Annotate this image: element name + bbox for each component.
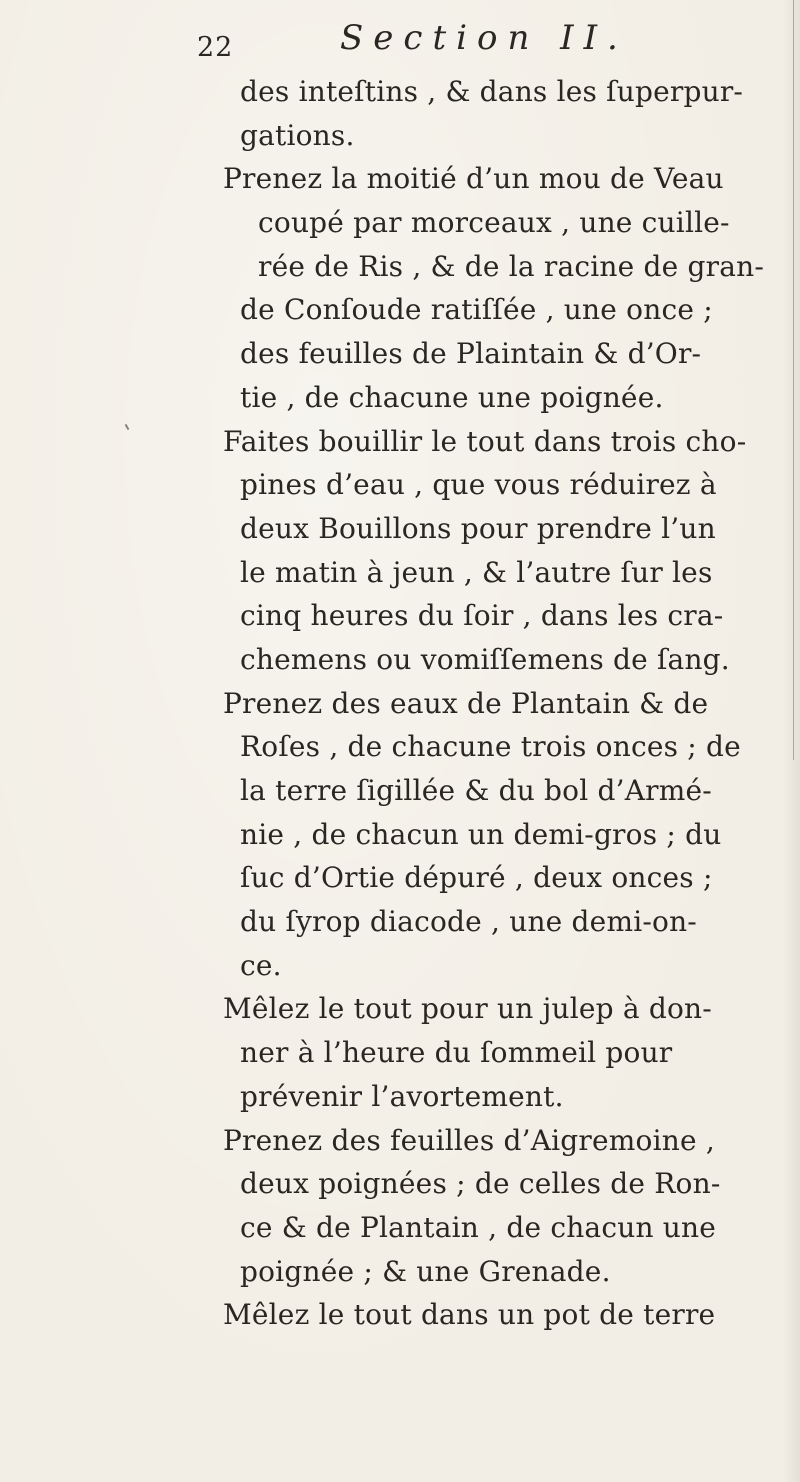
text-line: Mêlez le tout pour un julep à don- bbox=[223, 992, 712, 1026]
running-head-section-title: Section II. bbox=[340, 18, 628, 58]
text-line: la terre ſigillée & du bol d’Armé- bbox=[240, 774, 712, 807]
text-line: des inteſtins , & dans les ſuperpur- bbox=[240, 75, 744, 108]
text-line: rée de Ris , & de la racine de gran- bbox=[258, 249, 765, 283]
text-line: nie , de chacun un demi-gros ; du bbox=[240, 817, 722, 851]
text-line: deux poignées ; de celles de Ron- bbox=[240, 1167, 721, 1201]
text-line: des feuilles de Plaintain & d’Or- bbox=[240, 337, 702, 371]
text-line: Prenez la moitié d’un mou de Veau bbox=[223, 162, 724, 196]
text-line: chemens ou vomiſſemens de ſang. bbox=[240, 642, 730, 676]
text-line: ce & de Plantain , de chacun une bbox=[240, 1210, 717, 1244]
text-line: Faites bouillir le tout dans trois cho- bbox=[223, 424, 747, 458]
paper-speck bbox=[125, 424, 130, 430]
text-line: Prenez des eaux de Plantain & de bbox=[223, 686, 709, 720]
text-line: le matin à jeun , & l’autre ſur les bbox=[240, 555, 713, 589]
body-text bbox=[223, 70, 795, 1337]
text-line: tie , de chacune une poignée. bbox=[240, 380, 664, 414]
text-line: pines d’eau , que vous réduirez à bbox=[240, 468, 717, 502]
text-line: de Conſoude ratiſſée , une once ; bbox=[240, 293, 713, 327]
page-number: 22 bbox=[197, 32, 234, 63]
text-line: deux Bouillons pour prendre l’un bbox=[240, 511, 716, 545]
text-line: cinq heures du ſoir , dans les cra- bbox=[240, 599, 724, 633]
text-line: ner à l’heure du ſommeil pour bbox=[240, 1036, 673, 1070]
text-line: du ſyrop diacode , une demi-on- bbox=[240, 905, 697, 939]
text-line: coupé par morceaux , une cuille- bbox=[258, 206, 730, 240]
text-line: Roſes , de chacune trois onces ; de bbox=[240, 730, 741, 764]
text-line: gations. bbox=[240, 118, 355, 152]
text-line: Prenez des feuilles d’Aigremoine , bbox=[223, 1123, 715, 1157]
text-line: Mêlez le tout dans un pot de terre bbox=[223, 1298, 716, 1332]
text-line: ce. bbox=[240, 948, 282, 982]
text-line: prévenir l’avortement. bbox=[240, 1079, 564, 1113]
text-line: poignée ; & une Grenade. bbox=[240, 1254, 611, 1288]
text-line: ſuc d’Ortie dépuré , deux onces ; bbox=[240, 861, 713, 895]
